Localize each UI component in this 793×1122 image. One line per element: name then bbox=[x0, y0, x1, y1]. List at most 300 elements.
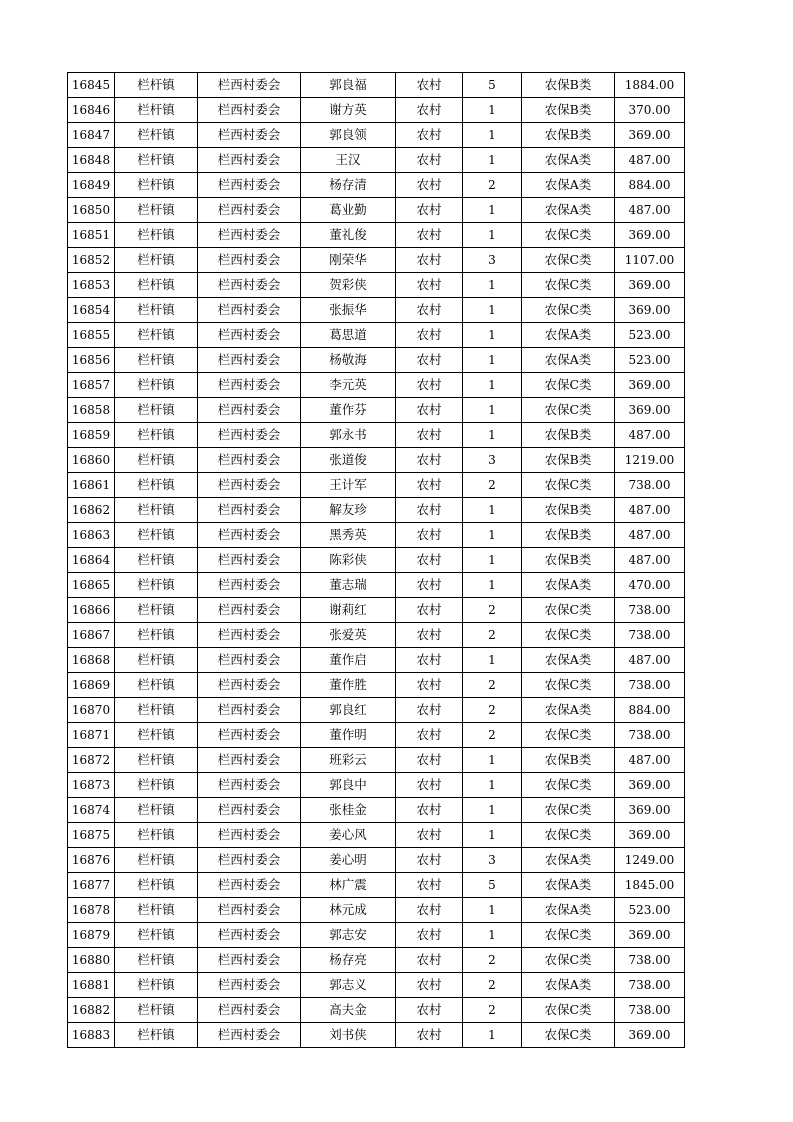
amount-cell: 738.00 bbox=[615, 973, 685, 998]
household-count-cell: 1 bbox=[463, 198, 522, 223]
village-committee-cell: 栏西村委会 bbox=[198, 73, 301, 98]
table-row bbox=[68, 198, 685, 223]
residence-type-cell: 农村 bbox=[396, 698, 463, 723]
person-name-cell: 葛业勤 bbox=[301, 198, 396, 223]
table-row bbox=[68, 348, 685, 373]
table-row bbox=[68, 998, 685, 1023]
person-name-cell: 高夫金 bbox=[301, 998, 396, 1023]
residence-type-cell: 农村 bbox=[396, 398, 463, 423]
person-name-cell: 郭良中 bbox=[301, 773, 396, 798]
town-cell: 栏杆镇 bbox=[115, 723, 198, 748]
village-committee-cell: 栏西村委会 bbox=[198, 223, 301, 248]
insurance-category-cell: 农保C类 bbox=[522, 1023, 615, 1048]
insurance-category-cell: 农保C类 bbox=[522, 298, 615, 323]
amount-cell: 487.00 bbox=[615, 523, 685, 548]
amount-cell: 1219.00 bbox=[615, 448, 685, 473]
residence-type-cell: 农村 bbox=[396, 573, 463, 598]
village-committee-cell: 栏西村委会 bbox=[198, 973, 301, 998]
person-name-cell: 郭志义 bbox=[301, 973, 396, 998]
person-name-cell: 郭永书 bbox=[301, 423, 396, 448]
insurance-category-cell: 农保B类 bbox=[522, 98, 615, 123]
person-name-cell: 贺彩侠 bbox=[301, 273, 396, 298]
household-count-cell: 5 bbox=[463, 73, 522, 98]
household-count-cell: 3 bbox=[463, 448, 522, 473]
village-committee-cell: 栏西村委会 bbox=[198, 848, 301, 873]
record-id-cell: 16853 bbox=[68, 273, 115, 298]
town-cell: 栏杆镇 bbox=[115, 498, 198, 523]
household-count-cell: 2 bbox=[463, 948, 522, 973]
household-count-cell: 1 bbox=[463, 523, 522, 548]
person-name-cell: 林元成 bbox=[301, 898, 396, 923]
insurance-category-cell: 农保C类 bbox=[522, 798, 615, 823]
household-count-cell: 1 bbox=[463, 773, 522, 798]
person-name-cell: 董作胜 bbox=[301, 673, 396, 698]
household-count-cell: 2 bbox=[463, 698, 522, 723]
amount-cell: 369.00 bbox=[615, 373, 685, 398]
amount-cell: 369.00 bbox=[615, 298, 685, 323]
table-row bbox=[68, 448, 685, 473]
amount-cell: 738.00 bbox=[615, 673, 685, 698]
insurance-category-cell: 农保C类 bbox=[522, 223, 615, 248]
village-committee-cell: 栏西村委会 bbox=[198, 873, 301, 898]
residence-type-cell: 农村 bbox=[396, 348, 463, 373]
table-row bbox=[68, 623, 685, 648]
town-cell: 栏杆镇 bbox=[115, 398, 198, 423]
village-committee-cell: 栏西村委会 bbox=[198, 423, 301, 448]
residence-type-cell: 农村 bbox=[396, 598, 463, 623]
insurance-category-cell: 农保C类 bbox=[522, 923, 615, 948]
person-name-cell: 葛思道 bbox=[301, 323, 396, 348]
person-name-cell: 董作启 bbox=[301, 648, 396, 673]
insurance-category-cell: 农保C类 bbox=[522, 673, 615, 698]
town-cell: 栏杆镇 bbox=[115, 348, 198, 373]
town-cell: 栏杆镇 bbox=[115, 898, 198, 923]
town-cell: 栏杆镇 bbox=[115, 823, 198, 848]
record-id-cell: 16875 bbox=[68, 823, 115, 848]
person-name-cell: 刘书侠 bbox=[301, 1023, 396, 1048]
town-cell: 栏杆镇 bbox=[115, 698, 198, 723]
village-committee-cell: 栏西村委会 bbox=[198, 823, 301, 848]
person-name-cell: 黑秀英 bbox=[301, 523, 396, 548]
village-committee-cell: 栏西村委会 bbox=[198, 648, 301, 673]
record-id-cell: 16878 bbox=[68, 898, 115, 923]
household-count-cell: 1 bbox=[463, 573, 522, 598]
person-name-cell: 董志瑞 bbox=[301, 573, 396, 598]
insurance-category-cell: 农保B类 bbox=[522, 73, 615, 98]
insurance-category-cell: 农保A类 bbox=[522, 973, 615, 998]
village-committee-cell: 栏西村委会 bbox=[198, 173, 301, 198]
person-name-cell: 郭良福 bbox=[301, 73, 396, 98]
household-count-cell: 2 bbox=[463, 623, 522, 648]
amount-cell: 738.00 bbox=[615, 723, 685, 748]
insurance-category-cell: 农保C类 bbox=[522, 373, 615, 398]
record-id-cell: 16850 bbox=[68, 198, 115, 223]
person-name-cell: 李元英 bbox=[301, 373, 396, 398]
amount-cell: 738.00 bbox=[615, 598, 685, 623]
record-id-cell: 16881 bbox=[68, 973, 115, 998]
village-committee-cell: 栏西村委会 bbox=[198, 348, 301, 373]
town-cell: 栏杆镇 bbox=[115, 473, 198, 498]
residence-type-cell: 农村 bbox=[396, 223, 463, 248]
record-id-cell: 16877 bbox=[68, 873, 115, 898]
record-id-cell: 16848 bbox=[68, 148, 115, 173]
household-count-cell: 1 bbox=[463, 98, 522, 123]
record-id-cell: 16856 bbox=[68, 348, 115, 373]
village-committee-cell: 栏西村委会 bbox=[198, 923, 301, 948]
record-id-cell: 16855 bbox=[68, 323, 115, 348]
household-count-cell: 1 bbox=[463, 898, 522, 923]
residence-type-cell: 农村 bbox=[396, 448, 463, 473]
insurance-category-cell: 农保B类 bbox=[522, 523, 615, 548]
insurance-category-cell: 农保A类 bbox=[522, 648, 615, 673]
insurance-category-cell: 农保B类 bbox=[522, 548, 615, 573]
amount-cell: 369.00 bbox=[615, 798, 685, 823]
roster-table bbox=[67, 72, 685, 1048]
table-row bbox=[68, 748, 685, 773]
insurance-category-cell: 农保B类 bbox=[522, 123, 615, 148]
amount-cell: 487.00 bbox=[615, 498, 685, 523]
amount-cell: 487.00 bbox=[615, 423, 685, 448]
village-committee-cell: 栏西村委会 bbox=[198, 598, 301, 623]
household-count-cell: 2 bbox=[463, 673, 522, 698]
household-count-cell: 1 bbox=[463, 348, 522, 373]
table-row bbox=[68, 473, 685, 498]
household-count-cell: 2 bbox=[463, 473, 522, 498]
amount-cell: 523.00 bbox=[615, 898, 685, 923]
table-row bbox=[68, 298, 685, 323]
residence-type-cell: 农村 bbox=[396, 123, 463, 148]
table-row bbox=[68, 548, 685, 573]
town-cell: 栏杆镇 bbox=[115, 198, 198, 223]
village-committee-cell: 栏西村委会 bbox=[198, 798, 301, 823]
town-cell: 栏杆镇 bbox=[115, 598, 198, 623]
household-count-cell: 1 bbox=[463, 398, 522, 423]
table-row bbox=[68, 1023, 685, 1048]
person-name-cell: 解友珍 bbox=[301, 498, 396, 523]
table-row bbox=[68, 573, 685, 598]
town-cell: 栏杆镇 bbox=[115, 323, 198, 348]
record-id-cell: 16866 bbox=[68, 598, 115, 623]
town-cell: 栏杆镇 bbox=[115, 98, 198, 123]
insurance-category-cell: 农保A类 bbox=[522, 173, 615, 198]
amount-cell: 369.00 bbox=[615, 1023, 685, 1048]
village-committee-cell: 栏西村委会 bbox=[198, 673, 301, 698]
household-count-cell: 1 bbox=[463, 423, 522, 448]
household-count-cell: 2 bbox=[463, 173, 522, 198]
insurance-category-cell: 农保A类 bbox=[522, 873, 615, 898]
person-name-cell: 谢方英 bbox=[301, 98, 396, 123]
town-cell: 栏杆镇 bbox=[115, 573, 198, 598]
record-id-cell: 16864 bbox=[68, 548, 115, 573]
record-id-cell: 16860 bbox=[68, 448, 115, 473]
town-cell: 栏杆镇 bbox=[115, 373, 198, 398]
residence-type-cell: 农村 bbox=[396, 923, 463, 948]
table-row bbox=[68, 73, 685, 98]
amount-cell: 369.00 bbox=[615, 273, 685, 298]
village-committee-cell: 栏西村委会 bbox=[198, 273, 301, 298]
household-count-cell: 1 bbox=[463, 498, 522, 523]
residence-type-cell: 农村 bbox=[396, 898, 463, 923]
residence-type-cell: 农村 bbox=[396, 548, 463, 573]
residence-type-cell: 农村 bbox=[396, 798, 463, 823]
record-id-cell: 16867 bbox=[68, 623, 115, 648]
amount-cell: 369.00 bbox=[615, 773, 685, 798]
insurance-category-cell: 农保C类 bbox=[522, 723, 615, 748]
person-name-cell: 陈彩侠 bbox=[301, 548, 396, 573]
village-committee-cell: 栏西村委会 bbox=[198, 473, 301, 498]
table-row bbox=[68, 848, 685, 873]
village-committee-cell: 栏西村委会 bbox=[198, 1023, 301, 1048]
household-count-cell: 3 bbox=[463, 848, 522, 873]
residence-type-cell: 农村 bbox=[396, 98, 463, 123]
record-id-cell: 16861 bbox=[68, 473, 115, 498]
residence-type-cell: 农村 bbox=[396, 648, 463, 673]
record-id-cell: 16858 bbox=[68, 398, 115, 423]
person-name-cell: 董礼俊 bbox=[301, 223, 396, 248]
town-cell: 栏杆镇 bbox=[115, 773, 198, 798]
town-cell: 栏杆镇 bbox=[115, 923, 198, 948]
table-row bbox=[68, 823, 685, 848]
amount-cell: 1884.00 bbox=[615, 73, 685, 98]
household-count-cell: 2 bbox=[463, 723, 522, 748]
amount-cell: 738.00 bbox=[615, 623, 685, 648]
table-row bbox=[68, 673, 685, 698]
insurance-category-cell: 农保C类 bbox=[522, 598, 615, 623]
person-name-cell: 王计军 bbox=[301, 473, 396, 498]
record-id-cell: 16846 bbox=[68, 98, 115, 123]
insurance-category-cell: 农保C类 bbox=[522, 998, 615, 1023]
residence-type-cell: 农村 bbox=[396, 248, 463, 273]
insurance-category-cell: 农保A类 bbox=[522, 698, 615, 723]
amount-cell: 369.00 bbox=[615, 398, 685, 423]
town-cell: 栏杆镇 bbox=[115, 948, 198, 973]
person-name-cell: 林广震 bbox=[301, 873, 396, 898]
record-id-cell: 16883 bbox=[68, 1023, 115, 1048]
record-id-cell: 16871 bbox=[68, 723, 115, 748]
village-committee-cell: 栏西村委会 bbox=[198, 548, 301, 573]
village-committee-cell: 栏西村委会 bbox=[198, 498, 301, 523]
residence-type-cell: 农村 bbox=[396, 323, 463, 348]
household-count-cell: 1 bbox=[463, 123, 522, 148]
table-row bbox=[68, 898, 685, 923]
town-cell: 栏杆镇 bbox=[115, 648, 198, 673]
village-committee-cell: 栏西村委会 bbox=[198, 323, 301, 348]
town-cell: 栏杆镇 bbox=[115, 448, 198, 473]
insurance-category-cell: 农保A类 bbox=[522, 323, 615, 348]
village-committee-cell: 栏西村委会 bbox=[198, 523, 301, 548]
insurance-category-cell: 农保C类 bbox=[522, 248, 615, 273]
household-count-cell: 1 bbox=[463, 298, 522, 323]
table-row bbox=[68, 973, 685, 998]
household-count-cell: 2 bbox=[463, 998, 522, 1023]
insurance-category-cell: 农保C类 bbox=[522, 773, 615, 798]
insurance-category-cell: 农保B类 bbox=[522, 423, 615, 448]
table-row bbox=[68, 248, 685, 273]
person-name-cell: 郭良领 bbox=[301, 123, 396, 148]
amount-cell: 487.00 bbox=[615, 548, 685, 573]
town-cell: 栏杆镇 bbox=[115, 73, 198, 98]
residence-type-cell: 农村 bbox=[396, 973, 463, 998]
residence-type-cell: 农村 bbox=[396, 748, 463, 773]
residence-type-cell: 农村 bbox=[396, 873, 463, 898]
insurance-category-cell: 农保C类 bbox=[522, 948, 615, 973]
town-cell: 栏杆镇 bbox=[115, 998, 198, 1023]
residence-type-cell: 农村 bbox=[396, 823, 463, 848]
village-committee-cell: 栏西村委会 bbox=[198, 373, 301, 398]
household-count-cell: 1 bbox=[463, 548, 522, 573]
record-id-cell: 16854 bbox=[68, 298, 115, 323]
household-count-cell: 1 bbox=[463, 273, 522, 298]
table-row bbox=[68, 873, 685, 898]
town-cell: 栏杆镇 bbox=[115, 1023, 198, 1048]
town-cell: 栏杆镇 bbox=[115, 148, 198, 173]
table-row bbox=[68, 98, 685, 123]
table-row bbox=[68, 798, 685, 823]
town-cell: 栏杆镇 bbox=[115, 298, 198, 323]
record-id-cell: 16870 bbox=[68, 698, 115, 723]
village-committee-cell: 栏西村委会 bbox=[198, 748, 301, 773]
table-row bbox=[68, 373, 685, 398]
town-cell: 栏杆镇 bbox=[115, 973, 198, 998]
village-committee-cell: 栏西村委会 bbox=[198, 723, 301, 748]
insurance-category-cell: 农保C类 bbox=[522, 398, 615, 423]
amount-cell: 370.00 bbox=[615, 98, 685, 123]
record-id-cell: 16852 bbox=[68, 248, 115, 273]
residence-type-cell: 农村 bbox=[396, 373, 463, 398]
table-body bbox=[68, 73, 685, 1048]
town-cell: 栏杆镇 bbox=[115, 873, 198, 898]
amount-cell: 738.00 bbox=[615, 948, 685, 973]
village-committee-cell: 栏西村委会 bbox=[198, 773, 301, 798]
amount-cell: 487.00 bbox=[615, 198, 685, 223]
residence-type-cell: 农村 bbox=[396, 423, 463, 448]
residence-type-cell: 农村 bbox=[396, 848, 463, 873]
household-count-cell: 3 bbox=[463, 248, 522, 273]
town-cell: 栏杆镇 bbox=[115, 423, 198, 448]
household-count-cell: 1 bbox=[463, 373, 522, 398]
amount-cell: 1249.00 bbox=[615, 848, 685, 873]
village-committee-cell: 栏西村委会 bbox=[198, 398, 301, 423]
residence-type-cell: 农村 bbox=[396, 73, 463, 98]
village-committee-cell: 栏西村委会 bbox=[198, 198, 301, 223]
record-id-cell: 16868 bbox=[68, 648, 115, 673]
amount-cell: 369.00 bbox=[615, 923, 685, 948]
insurance-category-cell: 农保A类 bbox=[522, 848, 615, 873]
town-cell: 栏杆镇 bbox=[115, 523, 198, 548]
table-row bbox=[68, 723, 685, 748]
household-count-cell: 1 bbox=[463, 1023, 522, 1048]
household-count-cell: 1 bbox=[463, 323, 522, 348]
household-count-cell: 1 bbox=[463, 748, 522, 773]
record-id-cell: 16849 bbox=[68, 173, 115, 198]
table-row bbox=[68, 498, 685, 523]
record-id-cell: 16869 bbox=[68, 673, 115, 698]
town-cell: 栏杆镇 bbox=[115, 248, 198, 273]
insurance-category-cell: 农保C类 bbox=[522, 623, 615, 648]
household-count-cell: 2 bbox=[463, 598, 522, 623]
table-row bbox=[68, 698, 685, 723]
village-committee-cell: 栏西村委会 bbox=[198, 123, 301, 148]
amount-cell: 487.00 bbox=[615, 648, 685, 673]
household-count-cell: 1 bbox=[463, 648, 522, 673]
person-name-cell: 张爱英 bbox=[301, 623, 396, 648]
amount-cell: 487.00 bbox=[615, 748, 685, 773]
table-row bbox=[68, 123, 685, 148]
town-cell: 栏杆镇 bbox=[115, 273, 198, 298]
village-committee-cell: 栏西村委会 bbox=[198, 448, 301, 473]
table-row bbox=[68, 398, 685, 423]
village-committee-cell: 栏西村委会 bbox=[198, 898, 301, 923]
insurance-category-cell: 农保A类 bbox=[522, 898, 615, 923]
insurance-category-cell: 农保B类 bbox=[522, 448, 615, 473]
person-name-cell: 董作明 bbox=[301, 723, 396, 748]
person-name-cell: 谢莉红 bbox=[301, 598, 396, 623]
person-name-cell: 董作芬 bbox=[301, 398, 396, 423]
amount-cell: 1107.00 bbox=[615, 248, 685, 273]
amount-cell: 738.00 bbox=[615, 473, 685, 498]
table-row bbox=[68, 223, 685, 248]
insurance-category-cell: 农保A类 bbox=[522, 348, 615, 373]
table-row bbox=[68, 173, 685, 198]
town-cell: 栏杆镇 bbox=[115, 748, 198, 773]
insurance-category-cell: 农保B类 bbox=[522, 748, 615, 773]
record-id-cell: 16882 bbox=[68, 998, 115, 1023]
residence-type-cell: 农村 bbox=[396, 998, 463, 1023]
person-name-cell: 杨存清 bbox=[301, 173, 396, 198]
table-row bbox=[68, 423, 685, 448]
table-row bbox=[68, 598, 685, 623]
village-committee-cell: 栏西村委会 bbox=[198, 948, 301, 973]
insurance-category-cell: 农保A类 bbox=[522, 198, 615, 223]
insurance-category-cell: 农保A类 bbox=[522, 148, 615, 173]
table-row bbox=[68, 923, 685, 948]
residence-type-cell: 农村 bbox=[396, 948, 463, 973]
person-name-cell: 刚荣华 bbox=[301, 248, 396, 273]
record-id-cell: 16879 bbox=[68, 923, 115, 948]
amount-cell: 487.00 bbox=[615, 148, 685, 173]
village-committee-cell: 栏西村委会 bbox=[198, 623, 301, 648]
household-count-cell: 1 bbox=[463, 823, 522, 848]
record-id-cell: 16872 bbox=[68, 748, 115, 773]
table-row bbox=[68, 523, 685, 548]
person-name-cell: 郭良红 bbox=[301, 698, 396, 723]
insurance-category-cell: 农保B类 bbox=[522, 498, 615, 523]
amount-cell: 369.00 bbox=[615, 823, 685, 848]
record-id-cell: 16847 bbox=[68, 123, 115, 148]
household-count-cell: 2 bbox=[463, 973, 522, 998]
person-name-cell: 张振华 bbox=[301, 298, 396, 323]
person-name-cell: 张道俊 bbox=[301, 448, 396, 473]
record-id-cell: 16851 bbox=[68, 223, 115, 248]
person-name-cell: 班彩云 bbox=[301, 748, 396, 773]
record-id-cell: 16874 bbox=[68, 798, 115, 823]
record-id-cell: 16859 bbox=[68, 423, 115, 448]
table-row bbox=[68, 773, 685, 798]
household-count-cell: 1 bbox=[463, 148, 522, 173]
residence-type-cell: 农村 bbox=[396, 1023, 463, 1048]
insurance-category-cell: 农保C类 bbox=[522, 823, 615, 848]
residence-type-cell: 农村 bbox=[396, 623, 463, 648]
amount-cell: 884.00 bbox=[615, 173, 685, 198]
household-count-cell: 1 bbox=[463, 223, 522, 248]
town-cell: 栏杆镇 bbox=[115, 548, 198, 573]
residence-type-cell: 农村 bbox=[396, 298, 463, 323]
village-committee-cell: 栏西村委会 bbox=[198, 698, 301, 723]
town-cell: 栏杆镇 bbox=[115, 123, 198, 148]
amount-cell: 1845.00 bbox=[615, 873, 685, 898]
table-row bbox=[68, 323, 685, 348]
household-count-cell: 1 bbox=[463, 923, 522, 948]
